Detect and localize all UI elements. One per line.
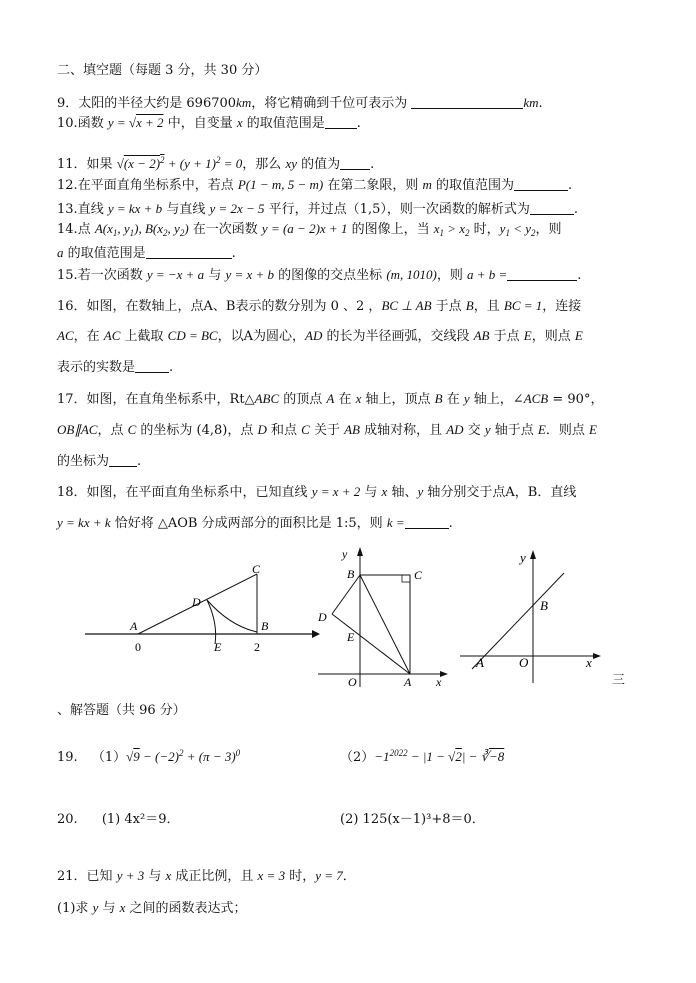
- q17-text: 轴上，∠: [469, 392, 524, 407]
- label-a: A: [130, 619, 138, 633]
- q16-math: BC ⊥ AB: [381, 298, 432, 313]
- q9-text-b: ，将它精确到千位可表示为: [251, 96, 412, 111]
- q18-text: 与: [360, 485, 382, 500]
- q17-math: ACB: [523, 391, 549, 406]
- x-axis-arrow-icon: [593, 653, 601, 659]
- q18-math: x: [381, 484, 388, 499]
- q16-math: AB: [473, 328, 490, 343]
- q15-end: .: [577, 268, 582, 283]
- q21-text: 与: [144, 869, 166, 884]
- q14-formula-res: $y_1 < y_2$: [499, 221, 536, 238]
- q13-text-a: 直线: [77, 202, 108, 217]
- q10-text-b: 中，自变量: [163, 116, 237, 131]
- q9-answer-blank[interactable]: [411, 95, 523, 109]
- q18-math: y = x + 2: [311, 484, 361, 499]
- q21-math: x = 3: [257, 868, 286, 883]
- q19-part2-label: （2）: [340, 750, 375, 765]
- q14-text-a: 点: [77, 222, 95, 237]
- tick-label-2: 2: [254, 640, 260, 654]
- q16-math: AC: [103, 328, 121, 343]
- label-x: x: [586, 655, 592, 670]
- q13-text-c: 平行，并过点（1,5），则一次函数的解析式为: [264, 202, 530, 217]
- q16-num: 16．: [57, 299, 87, 314]
- label-b: B: [261, 619, 269, 633]
- question-17-line2: [57, 422, 597, 439]
- q18-text: 轴分别交于点A，B．直线: [423, 485, 577, 500]
- q17-math: A: [326, 391, 335, 406]
- q21-math: y = 7: [315, 868, 343, 883]
- q11-formula: $√(x - 2)^2 + (y + 1)^2 = 0$: [116, 155, 243, 171]
- q13-formula-b: y = 2x − 5: [209, 201, 265, 216]
- q13-answer-blank[interactable]: [530, 201, 574, 215]
- label-c: C: [414, 568, 423, 582]
- question-21: [57, 868, 356, 885]
- label-e: E: [214, 640, 222, 654]
- q14-formula-cond: $x_1 > x_2$: [433, 221, 470, 238]
- q17-math: E: [588, 422, 597, 437]
- q16-math: AD: [305, 328, 323, 343]
- q21-num: 21．: [57, 869, 87, 884]
- q15-text-c: 的图像的交点坐标: [274, 268, 387, 283]
- q17-text: 的坐标为 (4,8)，点: [136, 423, 258, 438]
- q12-num: 12.: [57, 178, 78, 193]
- q10-var-x: x: [236, 115, 243, 130]
- q15-text-b: 与: [204, 268, 226, 283]
- q17-text: 的顶点: [279, 392, 327, 407]
- q15-text-a: 若一次函数: [77, 268, 147, 283]
- q15-text-d: ，则: [436, 268, 467, 283]
- q19-part1-formula: $√9 - (-2)^2 + (\pi - 3)^0$: [126, 748, 241, 764]
- segment-ab: [360, 575, 410, 674]
- q10-answer-blank[interactable]: [325, 115, 357, 129]
- q16-text: 于点: [431, 299, 466, 314]
- q21-text: 已知: [86, 869, 117, 884]
- q13-text-b: 与直线: [162, 202, 210, 217]
- label-x: x: [436, 675, 442, 687]
- q14-answer-blank[interactable]: [146, 245, 232, 259]
- q17-text: ．则点: [545, 423, 589, 438]
- q19-num: 19.: [57, 750, 78, 765]
- y-axis-arrow-icon: [357, 547, 363, 556]
- question-16-line2: [57, 328, 583, 345]
- q16-math: AC: [57, 328, 74, 343]
- label-a: A: [404, 675, 412, 687]
- q18-num: 18．: [57, 485, 87, 500]
- q13-end: .: [573, 202, 578, 217]
- q14-text-c: 的图像上，当: [347, 222, 434, 237]
- question-17-line3: [57, 453, 141, 470]
- question-9: [57, 95, 543, 112]
- q17-text: 在: [334, 392, 356, 407]
- label-b: B: [347, 567, 355, 581]
- line-ab: [472, 573, 564, 669]
- arc-cb: [207, 600, 257, 632]
- q17-end: .: [137, 454, 142, 469]
- q21-math: x: [165, 868, 172, 883]
- q15-formula-a: y = −x + a: [146, 267, 205, 282]
- q11-answer-blank[interactable]: [340, 156, 370, 170]
- q17-math: B: [434, 391, 443, 406]
- question-18-line2: [57, 515, 453, 532]
- section3-tail: 三: [612, 673, 626, 688]
- right-angle-mark: [402, 575, 410, 582]
- q11-num: 11．: [57, 157, 87, 172]
- q15-formula-point: (m, 1010): [386, 267, 437, 282]
- q16-text: ，在: [73, 329, 104, 344]
- question-19: [57, 745, 240, 766]
- q18-math: y = kx + k: [57, 515, 111, 530]
- q14-num: 14.: [57, 222, 78, 237]
- figure-18-coordinate: [458, 545, 603, 685]
- label-d: D: [318, 610, 327, 624]
- q12-answer-blank[interactable]: [514, 177, 568, 191]
- q21-sub-text: (1)求: [57, 901, 93, 916]
- q17-text: 和点: [266, 423, 302, 438]
- question-15: [57, 267, 581, 284]
- section3-title: 、解答题（共 96 分）: [57, 703, 186, 718]
- question-10: [57, 115, 361, 132]
- q11-var-xy: xy: [285, 156, 297, 171]
- q16-text: 上截取: [120, 329, 168, 344]
- question-20-part2: [340, 812, 485, 828]
- q12-formula: P(1 − m, 5 − m): [237, 177, 324, 192]
- label-a: A: [476, 655, 484, 670]
- q20-num: 20.: [57, 812, 78, 827]
- q17-math: ABC: [254, 391, 280, 406]
- q17-text: 成轴对称，且: [359, 423, 447, 438]
- q17-text: 交: [463, 423, 485, 438]
- question-14: [57, 221, 562, 241]
- q9-end: .: [538, 96, 543, 111]
- q17-math: C: [301, 422, 310, 437]
- question-11: [57, 152, 374, 173]
- question-16: [57, 298, 581, 315]
- q17-text: ，点: [97, 423, 128, 438]
- question-16-line3: [57, 359, 173, 376]
- q16-math: CD = BC: [167, 328, 218, 343]
- question-14-line2: [57, 245, 236, 262]
- q17-math: D: [257, 422, 267, 437]
- q16-math: BC = 1: [503, 298, 543, 313]
- q16-text: ，连接: [542, 299, 582, 314]
- q12-var-m: m: [422, 177, 432, 192]
- label-e: E: [347, 630, 355, 644]
- q20-part2: (2) 125(x－1)³+8＝0．: [340, 812, 485, 827]
- q14-formula-points: $A(x_1$, $y_1$), $B(x_2$, $y_2$): [94, 221, 189, 238]
- q21-text: 时，: [285, 869, 316, 884]
- q9-text-a: 太阳的半径大约是 696700: [78, 96, 237, 111]
- q21-sub-math: x: [119, 900, 126, 915]
- q16-text: ，且: [473, 299, 504, 314]
- q14-formula-fn: y = (a − 2)x + 1: [261, 221, 348, 236]
- q17-math: y: [463, 391, 470, 406]
- q12-text-b: 在第二象限，则: [323, 178, 423, 193]
- label-o: O: [519, 655, 529, 670]
- q14-text-e: ，则: [535, 222, 562, 237]
- q12-end: .: [568, 178, 573, 193]
- q10-text-a: 函数: [77, 116, 108, 131]
- q16-end: .: [169, 360, 174, 375]
- q16-text: 的长为半径画弧，交线段: [322, 329, 474, 344]
- q17-text: 的坐标为: [57, 454, 110, 469]
- tick-label-0: 0: [135, 640, 141, 654]
- question-18: [57, 484, 576, 501]
- segment-db: [332, 575, 360, 614]
- q21-sub-text: 与: [98, 901, 120, 916]
- q16-math: B: [465, 298, 474, 313]
- q17-num: 17．: [57, 392, 87, 407]
- question-17: [57, 391, 603, 408]
- q9-unit-1: km: [236, 95, 252, 110]
- question-19-part2: [340, 745, 504, 766]
- question-21-sub1: [57, 900, 247, 917]
- label-o: O: [348, 675, 357, 687]
- q10-formula: y = √x + 2: [107, 115, 164, 130]
- q16-text: 如图，在数轴上，点A、B表示的数分别为 0 、2 ，: [86, 299, 382, 314]
- q16-answer-blank[interactable]: [135, 359, 169, 373]
- q15-formula-b: y = x + b: [225, 267, 275, 282]
- q16-text: 于点: [489, 329, 524, 344]
- q10-end: .: [356, 116, 361, 131]
- q16-text: 表示的实数是: [57, 360, 136, 375]
- q15-answer-blank[interactable]: [507, 267, 577, 281]
- q9-num: 9．: [57, 96, 79, 111]
- q16-text: ，则点: [531, 329, 575, 344]
- q17-math: E: [537, 422, 546, 437]
- q17-text: 如图，在直角坐标系中，Rt△: [86, 392, 255, 407]
- figure-17-coordinate: [312, 542, 452, 687]
- q21-sub-text: 之间的函数表达式；: [125, 901, 247, 916]
- q16-text: ，以A为圆心，: [217, 329, 305, 344]
- label-d: D: [192, 595, 201, 609]
- label-c: C: [252, 562, 261, 576]
- q18-answer-blank[interactable]: [405, 515, 449, 529]
- label-b: B: [540, 598, 548, 613]
- q17-text: 轴于点: [490, 423, 538, 438]
- q18-math: k =: [386, 515, 405, 530]
- q19-part1-label: （1）: [91, 750, 127, 765]
- y-axis-arrow-icon: [530, 550, 536, 559]
- q17-text: 在: [442, 392, 464, 407]
- q17-answer-blank[interactable]: [109, 453, 137, 467]
- figure-16-number-line: [80, 560, 320, 660]
- q15-num: 15.: [57, 268, 78, 283]
- q16-math: E: [523, 328, 532, 343]
- q12-text-c: 的取值范围为: [431, 178, 515, 193]
- arc-de: [207, 600, 216, 644]
- q10-num: 10.: [57, 116, 78, 131]
- q17-text: = 90°，: [548, 392, 604, 407]
- q21-math: y + 3: [116, 868, 145, 883]
- q18-end: .: [448, 516, 453, 531]
- q18-text: 恰好将 △AOB 分成两部分的面积比是 1:5，则: [110, 516, 387, 531]
- q11-text-a: 如果: [86, 157, 117, 172]
- q14-end: .: [231, 246, 236, 261]
- q10-text-c: 的取值范围是: [242, 116, 325, 131]
- q16-math: E: [574, 328, 583, 343]
- segment-da: [332, 614, 410, 674]
- q17-math: AD: [446, 422, 464, 437]
- question-12: [57, 177, 572, 194]
- q13-formula-a: y = kx + b: [107, 201, 163, 216]
- q12-text-a: 在平面直角坐标系中，若点: [77, 178, 238, 193]
- q17-math: AB: [344, 422, 360, 437]
- q11-end: .: [370, 157, 375, 172]
- q20-part1: (1) 4x²＝9．: [101, 812, 180, 827]
- q14-text-d: 时，: [469, 222, 500, 237]
- q17-text: 关于: [309, 423, 345, 438]
- label-y: y: [342, 547, 348, 561]
- q21-sub-math: y: [92, 900, 99, 915]
- question-20: [57, 812, 179, 828]
- section-title: 二、填空题（每题 3 分，共 30 分）: [57, 63, 268, 78]
- q15-formula-sum: a + b =: [467, 267, 508, 282]
- q14-text-b: 在一次函数: [188, 222, 262, 237]
- q19-part2-formula: $-1^{2022} - |1 - √2|$ − ∛−8: [374, 748, 505, 764]
- q18-math: y: [417, 484, 424, 499]
- q21-text: 成正比例，且: [171, 869, 258, 884]
- question-13: [57, 201, 578, 218]
- q17-math: C: [127, 422, 137, 437]
- label-y: y: [520, 550, 526, 565]
- q18-text: 轴、: [387, 485, 418, 500]
- q17-math: y: [484, 422, 491, 437]
- q17-math: OB∥AC: [57, 422, 98, 437]
- q17-math: x: [355, 391, 362, 406]
- q11-text-b: ，那么: [242, 157, 286, 172]
- q17-text: 轴上，顶点: [361, 392, 435, 407]
- q14-text-f: 的取值范围是: [63, 246, 146, 261]
- q9-unit-2: km: [523, 95, 539, 110]
- q14-var-a: a: [57, 245, 64, 260]
- q11-text-c: 的值为: [296, 157, 341, 172]
- q18-text: 如图，在平面直角坐标系中，已知直线: [86, 485, 312, 500]
- q21-text: ．: [342, 869, 356, 884]
- q13-num: 13.: [57, 202, 78, 217]
